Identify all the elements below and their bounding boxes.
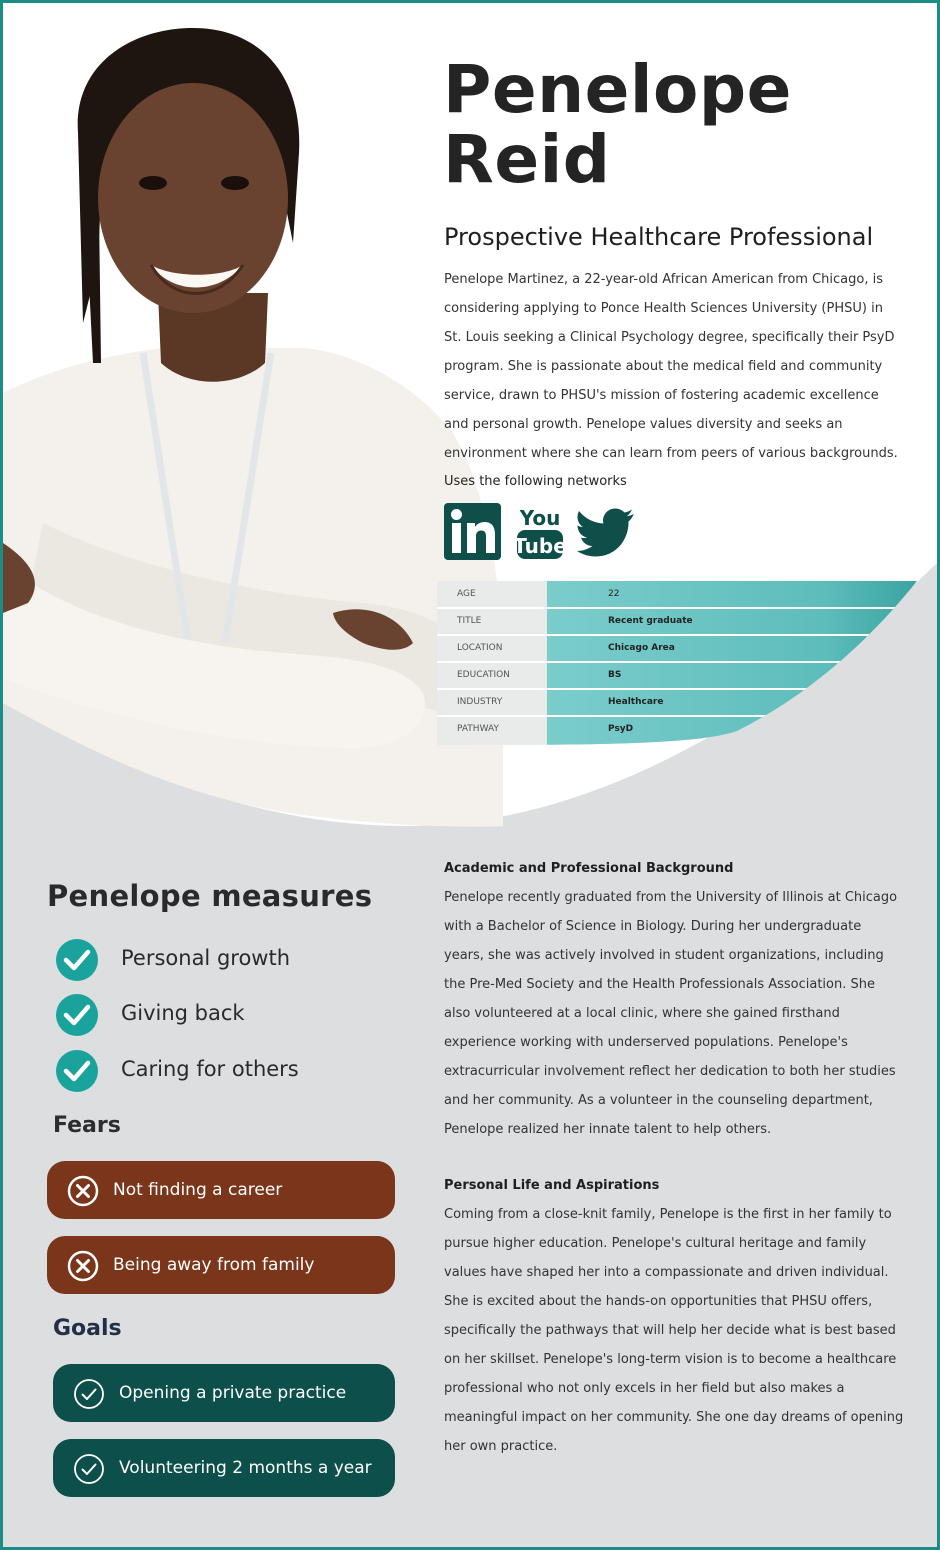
youtube-icon[interactable] — [513, 503, 567, 560]
attribute-value: Chicago Area — [608, 643, 675, 653]
linkedin-icon[interactable] — [444, 503, 501, 560]
check-circle-icon — [55, 938, 99, 982]
attribute-row-age — [437, 581, 917, 607]
networks-label: Uses the following networks — [444, 474, 627, 489]
fear-pill — [47, 1236, 395, 1294]
attributes-table — [437, 581, 917, 745]
fear-label: Being away from family — [113, 1255, 315, 1275]
attribute-value: PsyD — [608, 724, 634, 734]
x-circle-icon — [67, 1250, 99, 1282]
youtube-tube-text: Tube — [513, 534, 567, 558]
attribute-value: Recent graduate — [608, 616, 693, 626]
attribute-row-industry — [437, 689, 917, 715]
attribute-value: Healthcare — [608, 697, 664, 707]
check-circle-outline-icon — [73, 1453, 105, 1485]
personal-title: Personal Life and Aspirations — [444, 1178, 660, 1193]
twitter-icon[interactable] — [577, 508, 635, 558]
check-circle-icon — [55, 1049, 99, 1093]
attribute-key: EDUCATION — [457, 670, 510, 680]
last-name: Reid — [443, 121, 611, 198]
attribute-value: BS — [608, 670, 622, 680]
first-name: Penelope — [443, 51, 792, 128]
goals-title: Goals — [53, 1316, 122, 1341]
personal-body: Coming from a close-knit family, Penelope is the first in her family to pursue higher education. Penelope's cultural heritage and family values have shaped her into a compassionate and driven individual. She is excited about the hands-on opportunities that PHSU offers, specifically the pathways that will help her decide what is best based on her skillset. Penelope's long-term vision is to become a healthcare professional who not only excels in her field but also makes a meaningful impact on her community. She one day dreams of opening her own practice. — [444, 1207, 904, 1454]
x-circle-icon — [67, 1175, 99, 1207]
attribute-row-pathway — [437, 716, 917, 742]
fear-pill — [47, 1161, 395, 1219]
attribute-key: TITLE — [457, 616, 482, 626]
goal-label: Opening a private practice — [119, 1383, 347, 1403]
attribute-key: INDUSTRY — [457, 697, 503, 707]
goal-label: Volunteering 2 months a year — [119, 1458, 372, 1478]
attribute-key: LOCATION — [457, 643, 503, 653]
goal-pill — [53, 1439, 395, 1497]
persona-bio: Penelope Martinez, a 22-year-old African American from Chicago, is considering applying to Ponce Health Sciences University (PHSU) in St. Louis seeking a Clinical Psychology degree, specifically their PsyD program. She is passionate about the medical field and community service, drawn to PHSU's mission of fostering academic excellence and personal growth. Penelope values diversity and seeks an environment where she can learn from peers of various backgrounds. — [444, 272, 898, 461]
background-title: Academic and Professional Background — [444, 861, 734, 876]
measure-label: Giving back — [121, 1001, 245, 1025]
measure-label: Personal growth — [121, 946, 291, 970]
measure-label: Caring for others — [121, 1057, 299, 1081]
goal-pill — [53, 1364, 395, 1422]
persona-role: Prospective Healthcare Professional — [444, 223, 874, 251]
attribute-key: AGE — [457, 589, 476, 599]
fears-title: Fears — [53, 1113, 121, 1138]
persona-name — [443, 51, 792, 198]
fear-label: Not finding a career — [113, 1180, 283, 1200]
youtube-you-text: You — [519, 506, 561, 530]
attribute-key: PATHWAY — [457, 724, 499, 734]
attribute-row-title — [437, 608, 917, 634]
check-circle-outline-icon — [73, 1378, 105, 1410]
attribute-row-location — [437, 635, 917, 661]
attribute-row-education — [437, 662, 917, 688]
check-circle-icon — [55, 993, 99, 1037]
attribute-value: 22 — [608, 589, 620, 599]
background-body: Penelope recently graduated from the University of Illinois at Chicago with a Bachelor of Science in Biology. During her undergraduate years, she was actively involved in student organizations, including the Pre-Med Society and the Health Professionals Association. She also volunteered at a local clinic, where she gained firsthand experience working with underserved populations. Penelope's extracurricular involvement reflect her dedication to both her studies and her community. As a volunteer in the counseling department, Penelope realized her innate talent to help others. — [444, 890, 898, 1137]
measures-title: Penelope measures — [47, 879, 373, 913]
